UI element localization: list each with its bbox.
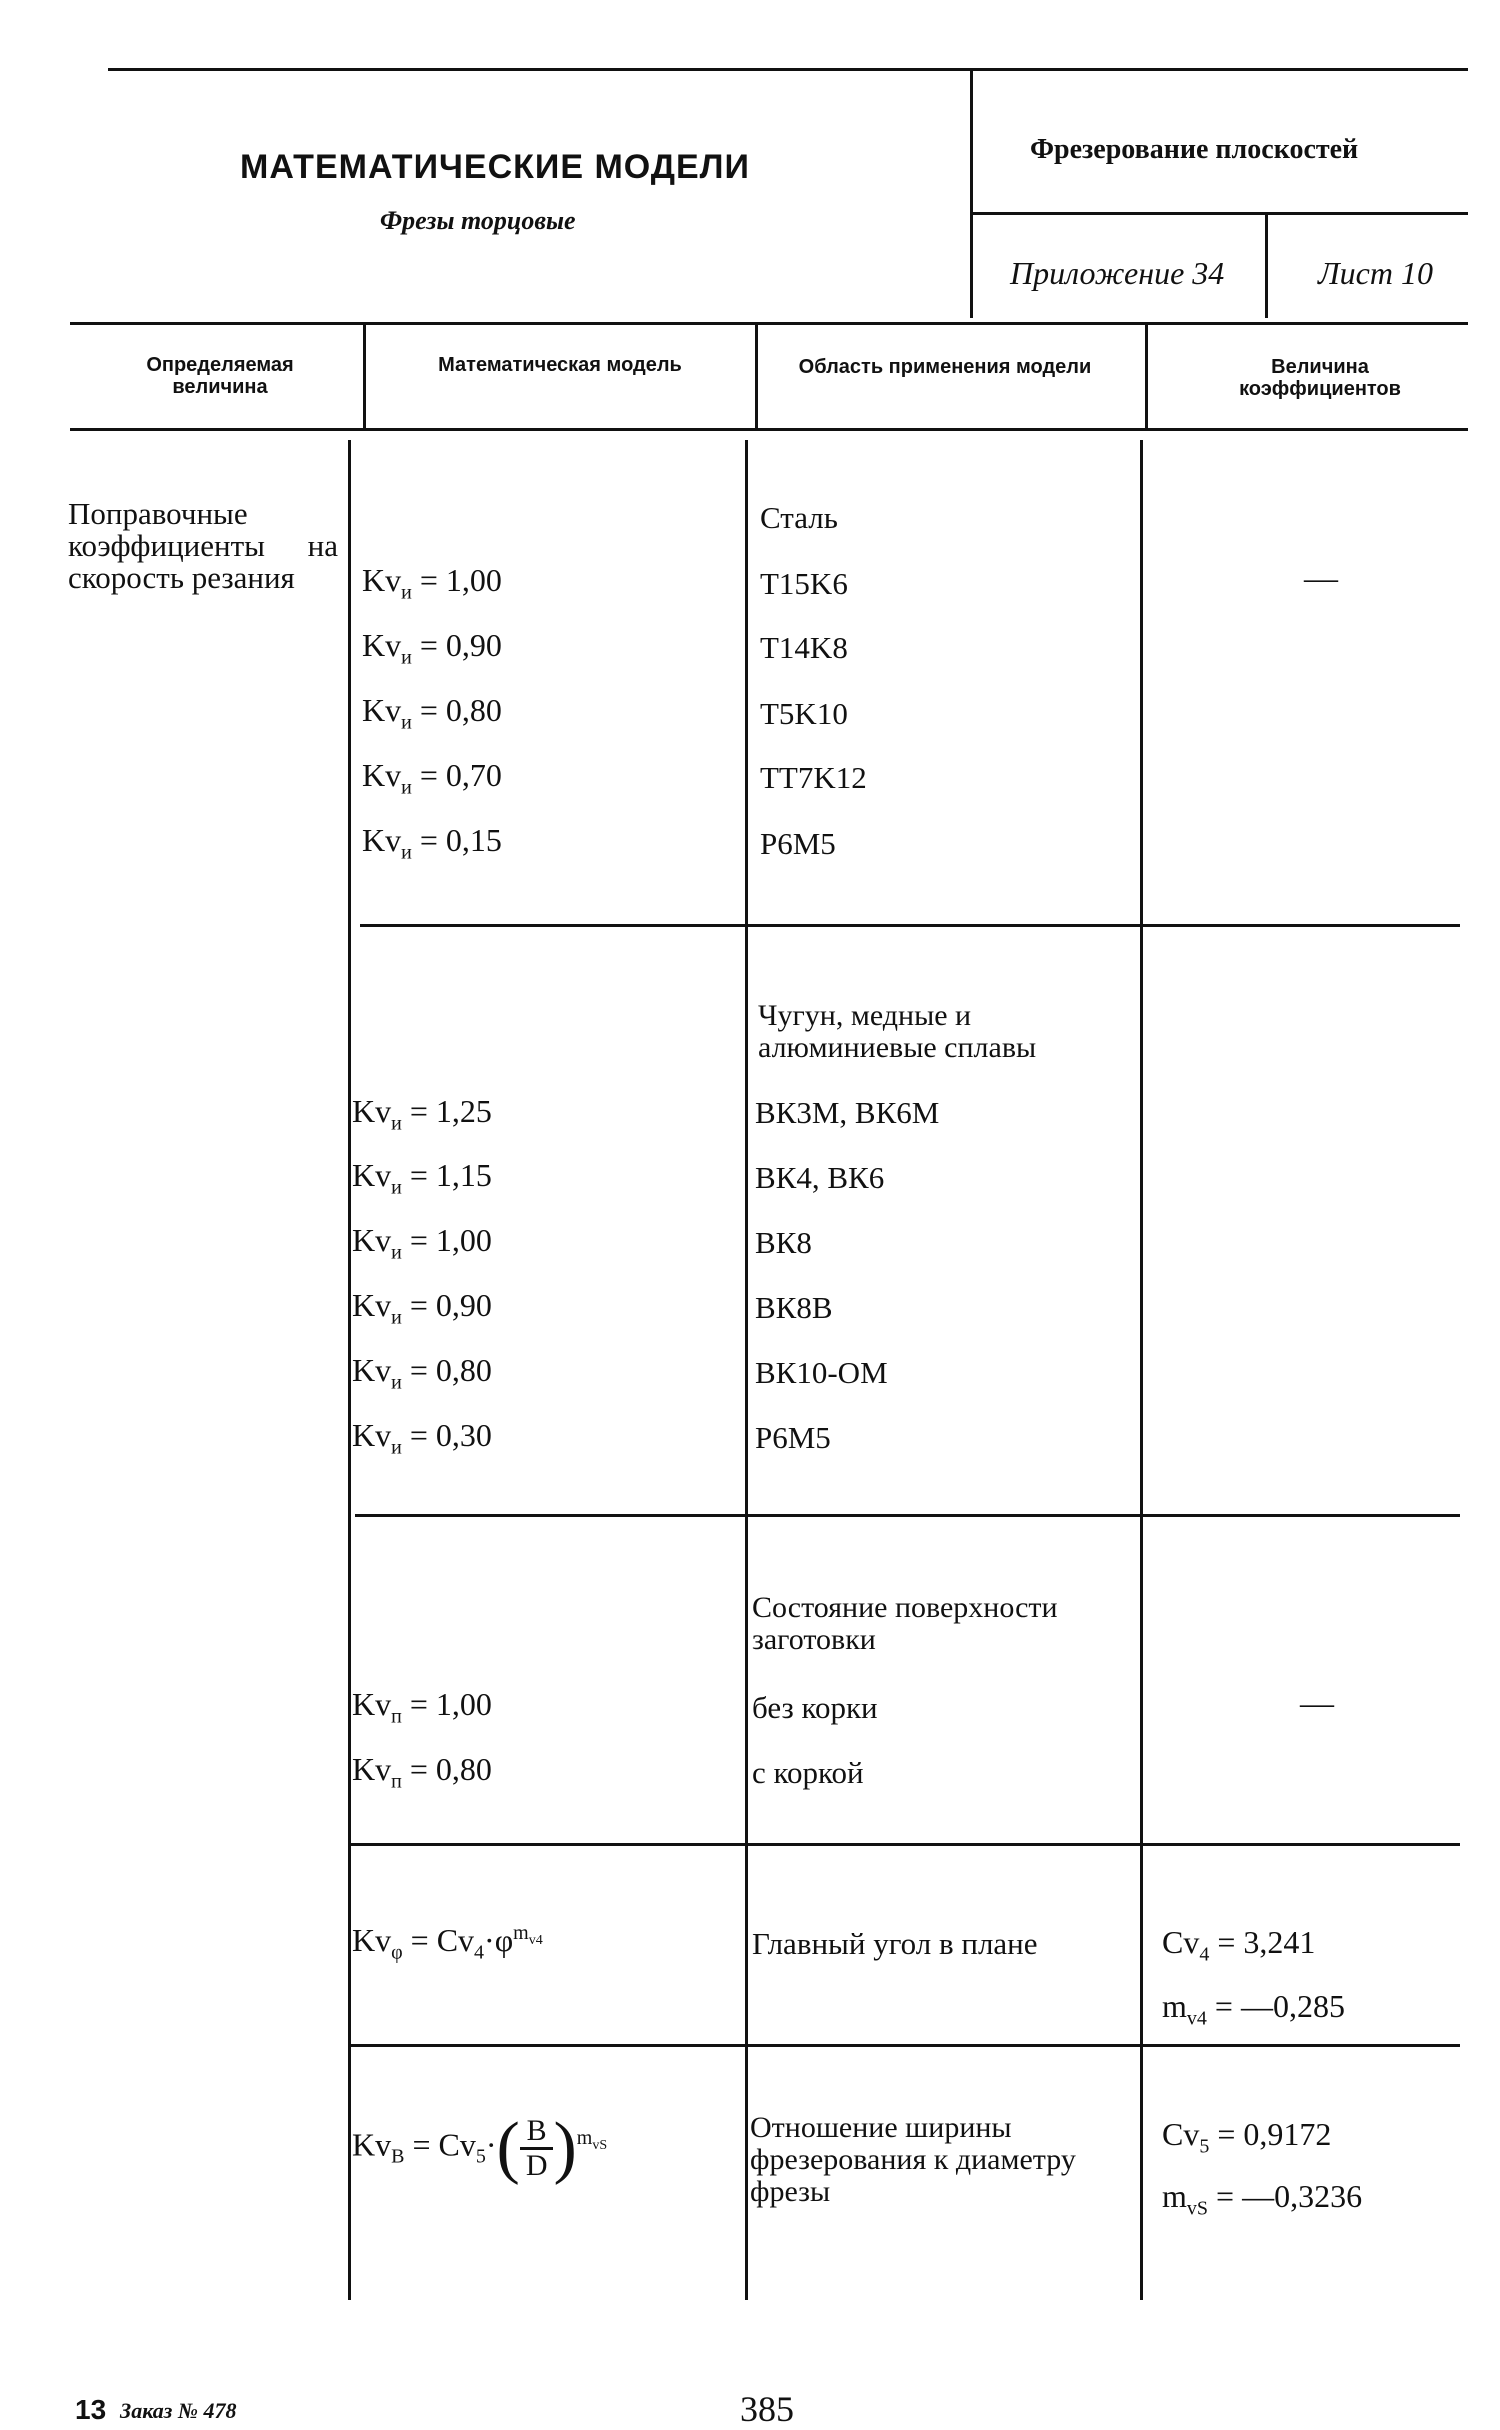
coef-subscript: vS [1186, 2197, 1209, 2220]
model-row [362, 627, 502, 669]
material-label: P6M5 [755, 1420, 831, 1455]
coef-symbol: Cv [1162, 1924, 1200, 1960]
k-subscript: и [391, 1241, 402, 1264]
k-symbol: Kv [352, 2126, 392, 2163]
angle-coef-m [1162, 1988, 1345, 2030]
section-rule-4 [350, 2044, 1460, 2047]
coef-subscript: v4 [1186, 2007, 1207, 2030]
coef-value: = 3,241 [1217, 1924, 1316, 1960]
coef-symbol: m [1162, 1988, 1187, 2024]
column-header-coefficients: Величина коэффициентов [1239, 356, 1401, 400]
fraction [520, 2115, 554, 2182]
cast-iron-heading: Чугун, медные и алюминиевые сплавы [758, 999, 1037, 1064]
formula-mid: = Cv [412, 2126, 476, 2163]
k-symbol: Kv [352, 1352, 392, 1388]
material-label: с коркой [752, 1755, 864, 1790]
material-label: T14K8 [760, 630, 848, 665]
fraction-numerator: B [520, 2115, 554, 2150]
angle-scope: Главный угол в плане [752, 1926, 1038, 1961]
body-col-divider-1 [348, 440, 351, 2300]
body-col-divider-3 [1140, 440, 1143, 2300]
section-rule-3 [350, 1843, 1460, 1846]
formula-mid: = Cv [410, 1922, 475, 1958]
k-value: = 0,15 [419, 822, 502, 858]
column-header-model: Математическая модель [438, 354, 682, 376]
k-subscript: и [391, 1436, 402, 1459]
header-divider [970, 68, 973, 318]
table-top-rule [70, 322, 1468, 325]
k-symbol: Kv [352, 1222, 392, 1258]
material-label: ВК3М, ВК6М [755, 1095, 940, 1130]
column-header-scope: Область применения модели [798, 356, 1092, 378]
model-row [352, 1222, 492, 1264]
k-symbol: Kv [362, 692, 402, 728]
formula-tail: ·φ [484, 1922, 514, 1958]
k-subscript: B [391, 2145, 405, 2168]
formula-exp: m [513, 1922, 529, 1945]
header-top-rule [108, 68, 1468, 71]
k-value: = 1,25 [409, 1093, 492, 1129]
head-col-divider-3 [1145, 325, 1148, 428]
width-coef-m [1162, 2178, 1362, 2220]
formula-exp-sub: v4 [528, 1933, 543, 1949]
section-rule-2 [355, 1514, 1460, 1517]
surface-coefficient: — [1300, 1685, 1334, 1722]
k-subscript: и [391, 1112, 402, 1135]
head-col-divider-2 [755, 325, 758, 428]
angle-coef-c [1162, 1924, 1315, 1966]
width-coef-c [1162, 2116, 1331, 2158]
coef-symbol: Cv [1162, 2116, 1200, 2152]
table-head-rule [70, 428, 1468, 431]
coef-subscript: 5 [1199, 2135, 1210, 2158]
fraction-denominator: D [525, 2148, 548, 2182]
k-symbol: Kv [352, 1093, 392, 1129]
k-subscript: и [401, 581, 412, 604]
body-col-divider-2 [745, 440, 748, 2300]
formula-exp-sub: vS [592, 2137, 608, 2153]
angle-formula [352, 1922, 543, 1964]
section-rule-1 [360, 924, 1460, 927]
header-mid-rule [970, 212, 1468, 215]
formula-mid-sub: 4 [474, 1941, 485, 1964]
appendix-label: Приложение 34 [1010, 255, 1225, 291]
page-title: МАТЕМАТИЧЕСКИЕ МОДЕЛИ [240, 148, 750, 186]
k-symbol: Kv [352, 1686, 392, 1722]
k-subscript: и [391, 1306, 402, 1329]
k-subscript: и [401, 776, 412, 799]
coef-value: = —0,3236 [1216, 2178, 1363, 2214]
k-value: = 0,80 [419, 692, 502, 728]
k-symbol: Kv [362, 822, 402, 858]
sheet-number: 13 [75, 2394, 107, 2425]
page-subtitle: Фрезы торцовые [380, 206, 576, 235]
model-row [362, 822, 502, 864]
k-value: = 0,30 [409, 1417, 492, 1453]
k-subscript: и [401, 841, 412, 864]
coef-value: = —0,285 [1214, 1988, 1345, 2024]
k-subscript: п [391, 1770, 402, 1793]
k-subscript: и [401, 646, 412, 669]
surface-heading: Состояние поверхности заготовки [752, 1591, 1058, 1656]
model-row [352, 1417, 492, 1459]
quantity-label: Поправочные коэффициенты на скорость резания [68, 496, 338, 595]
material-label: T5K10 [760, 696, 848, 731]
k-symbol: Kv [352, 1922, 392, 1958]
k-symbol: Kv [352, 1751, 392, 1787]
k-subscript: φ [391, 1941, 403, 1964]
model-row [362, 692, 502, 734]
material-label: T15K6 [760, 566, 848, 601]
steel-heading: Сталь [760, 500, 838, 535]
coef-subscript: 4 [1199, 1943, 1210, 1966]
k-value: = 0,70 [419, 757, 502, 793]
k-symbol: Kv [362, 562, 402, 598]
material-label: ВК10-ОМ [755, 1355, 888, 1390]
topic-label: Фрезерование плоскостей [1030, 134, 1359, 165]
width-scope: Отношение ширины фрезерования к диаметру фрезы [750, 2111, 1076, 2208]
k-symbol: Kv [352, 1417, 392, 1453]
k-value: = 0,90 [409, 1287, 492, 1323]
k-value: = 1,00 [409, 1686, 492, 1722]
material-label: без корки [752, 1690, 878, 1725]
k-value: = 0,80 [409, 1751, 492, 1787]
k-subscript: п [391, 1705, 402, 1728]
k-subscript: и [391, 1176, 402, 1199]
model-row [352, 1287, 492, 1329]
model-row [352, 1093, 492, 1135]
formula-mid-sub: 5 [475, 2145, 486, 2168]
sheet-label: Лист 10 [1318, 255, 1433, 291]
model-row [362, 757, 502, 799]
k-value: = 1,00 [409, 1222, 492, 1258]
k-value: = 0,90 [419, 627, 502, 663]
order-number: Заказ № 478 [120, 2398, 237, 2423]
k-symbol: Kv [352, 1157, 392, 1193]
k-symbol: Kv [352, 1287, 392, 1323]
k-value: = 0,80 [409, 1352, 492, 1388]
material-label: P6M5 [760, 826, 836, 861]
k-value: = 1,15 [409, 1157, 492, 1193]
material-label: ВК4, ВК6 [755, 1160, 885, 1195]
material-label: ВК8 [755, 1225, 812, 1260]
k-symbol: Kv [362, 757, 402, 793]
width-formula: $Kv_B = Cv_5\cdot$( $\frac{B}{D}$ )$^{m_{vS}}$ [352, 2109, 608, 2186]
page-number: 385 [740, 2389, 794, 2429]
model-row [352, 1352, 492, 1394]
header-sheet-divider [1265, 214, 1268, 318]
coef-symbol: m [1162, 2178, 1187, 2214]
model-row [362, 562, 502, 604]
material-label: ВК8В [755, 1290, 833, 1325]
model-row [352, 1751, 492, 1793]
column-header-quantity: Определяемая величина [146, 354, 294, 398]
k-value: = 1,00 [419, 562, 502, 598]
coef-value: = 0,9172 [1217, 2116, 1332, 2152]
k-symbol: Kv [362, 627, 402, 663]
model-row [352, 1686, 492, 1728]
head-col-divider-1 [363, 325, 366, 428]
k-subscript: и [401, 711, 412, 734]
material-label: TT7K12 [760, 760, 867, 795]
steel-coefficient: — [1304, 560, 1338, 597]
formula-exp: m [576, 2126, 593, 2149]
k-subscript: и [391, 1371, 402, 1394]
model-row [352, 1157, 492, 1199]
